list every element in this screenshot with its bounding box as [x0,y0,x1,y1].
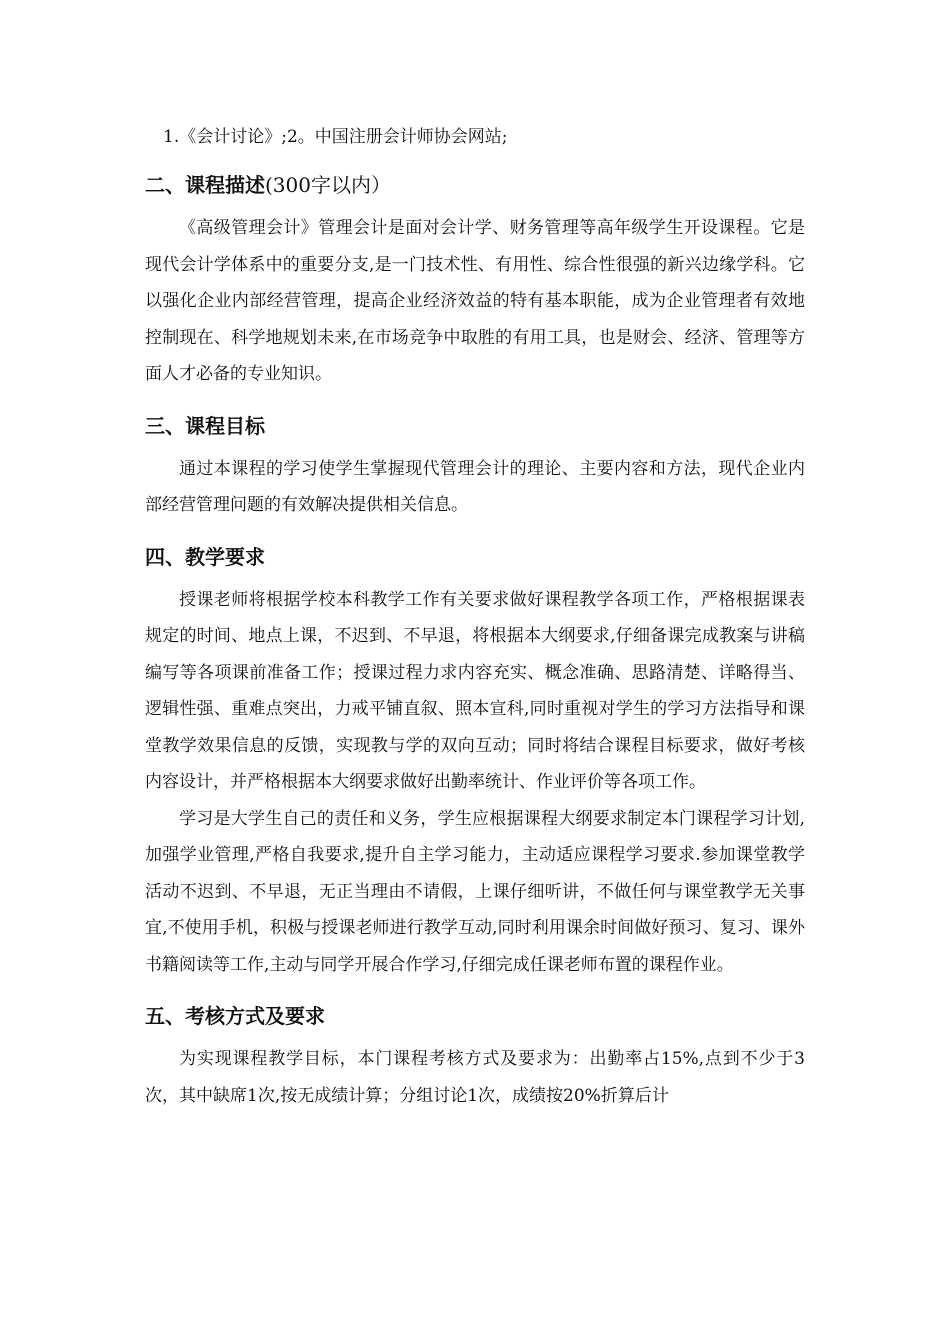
paragraph: 授课老师将根据学校本科教学工作有关要求做好课程教学各项工作，严格根据课表规定的时间、地点上课，不迟到、不早退，将根据本大纲要求,仔细备课完成教案与讲稿编写等各项课前准备工作；授课过程力求内容充实、概念准确、思路清楚、详略得当、逻辑性强、重难点突出，力戒平铺直叙、照本宣科,同时重视对学生的学习方法指导和课堂教学效果信息的反馈，实现教与学的双向互动；同时将结合课程目标要求，做好考核内容设计，并严格根据本大纲要求做好出勤率统计、作业评价等各项工作。 [145,589,805,792]
paragraph: 学习是大学生自己的责任和义务，学生应根据课程大纲要求制定本门课程学习计划,加强学业管理,严格自我要求,提升自主学习能力，主动适应课程学习要求.参加课堂教学活动不迟到、不早退，无正当理由不请假，上课仔细听讲，不做任何与课堂教学无关事宜,不使用手机，积极与授课老师进行教学互动,同时利用课余时间做好预习、复习、课外书籍阅读等工作,主动与同学开展合作学习,仔细完成任课老师布置的课程作业。 [145,808,805,975]
section-course-objectives [145,411,805,524]
paragraph: 通过本课程的学习使学生掌握现代管理会计的理论、主要内容和方法，现代企业内部经营管理问题的有效解决提供相关信息。 [145,458,805,515]
heading-note: (300字以内） [265,173,391,197]
paragraph: 《高级管理会计》管理会计是面对会计学、财务管理等高年级学生开设课程。它是现代会计学体系中的重要分支,是一门技术性、有用性、综合性很强的新兴边缘学科。它以强化企业内部经营管理，提高企业经济效益的特有基本职能，成为企业管理者有效地控制现在、科学地规划未来,在市场竞争中取胜的有用工具，也是财会、经济、管理等方面人才必备的专业知识。 [145,218,805,384]
paragraph: 为实现课程教学目标，本门课程考核方式及要求为：出勤率占15%,点到不少于3次，其中缺席1次,按无成绩计算；分组讨论1次，成绩按20%折算后计 [145,1049,805,1106]
section-assessment [145,1001,805,1114]
section-course-description [145,170,805,393]
section-heading: 三、课程目标 [145,413,265,438]
section-heading: 四、教学要求 [145,544,265,569]
document-content [145,122,805,1114]
section-heading: 二、课程描述(300字以内） [145,173,391,197]
reference-list: 1.《会计讨论》;2。中国注册会计师协会网站; [163,127,508,147]
section-heading: 五、考核方式及要求 [145,1004,325,1028]
section-teaching-requirements [145,542,805,984]
